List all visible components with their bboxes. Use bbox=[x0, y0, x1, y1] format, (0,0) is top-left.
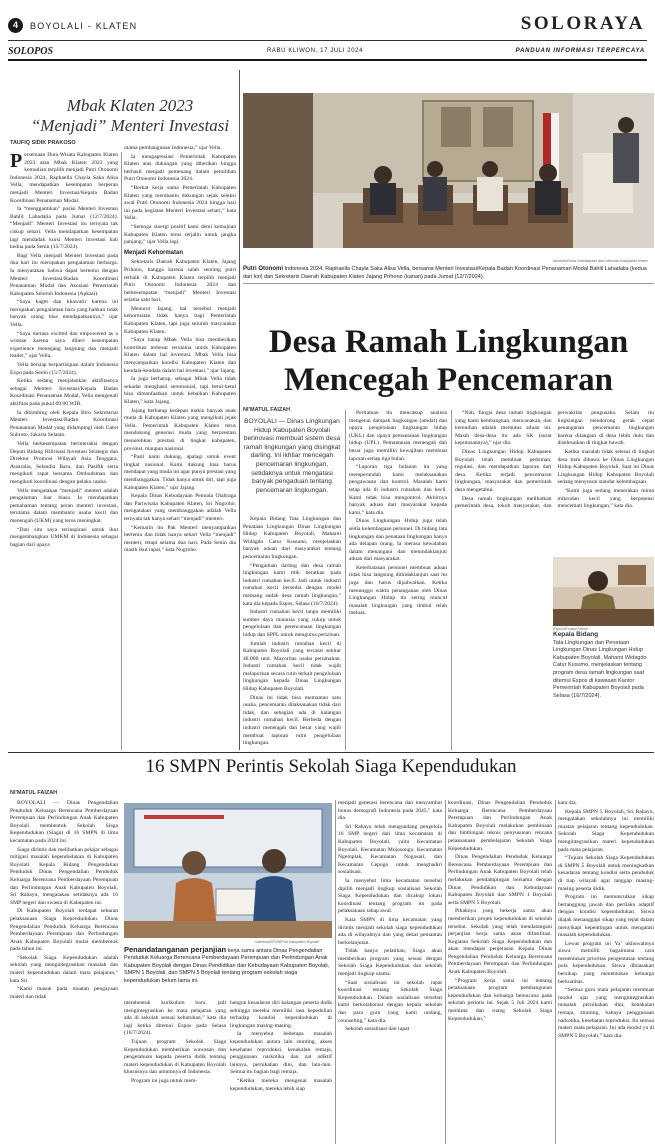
photo3-caption bbox=[124, 946, 332, 985]
paragraph: Kepala Dinas Kebudayaan Pemuda Olahraga dan Pariwisata Kabupaten Klaten, Sri Nugroho, mengatakan yang membanggakan adalah Vella ternyata tak hanya sehari “menjadi” menteri. bbox=[124, 493, 236, 522]
photo1-caption-text: Indonesia 2024, Raphaella Chayla Saka Alisa Vella, bersama Menteri Investasi/Kepala Badan Koordinasi Penanaman Modal Bahlil Lahadalia (kedua dari kiri) dan Sekretaris Daerah Kabupaten Klaten Jajang Prihono (kanan) pada Jumat (12/7/2024). bbox=[243, 266, 647, 280]
photo3-caption-text: kerja sama antara Dinas Pengendalian Penduduk Keluarga Berencana Pemberdayaan Perempuan dan Perlindungan Anak Kabupaten Boyolali dengan Dinas Pendidikan dan Kebudayaan Kabupaten Boyolali, SMPN 1 Boyolali, dan SMPN 5 Boyolali tentang program sekolah siaga kependudukan belum lama ini. bbox=[124, 948, 330, 984]
paragraph: Di Kabupaten Boyolali terdapat sebaran pelaksanaan Siaga Kependudukan. Dinas Pengendalian Penduduk Keluarga Berencana Pemberdayaan Perempuan dan Perlindungan Anak Kabupaten Boyolali mulai membentuk pada tahun ini. bbox=[10, 908, 118, 953]
article3-column-3 bbox=[230, 1000, 332, 1144]
section-divider bbox=[239, 70, 240, 750]
paragraph: “Saya merasa excited dan empowered as a woman karena saya diberi kesempatan experience menegang langsung dan menjadi leader,” ujar Vella. bbox=[10, 330, 118, 360]
article3-col5-body bbox=[448, 800, 552, 1023]
article2-col3-body bbox=[455, 410, 654, 511]
article3-column-2 bbox=[124, 1000, 226, 1144]
photo2-caption bbox=[553, 631, 654, 700]
paragraph: “Pasti kami dukung, apalagi untuk event tingkat nasional. Kami dukung bisa harus mendapat yang muda ini agar punya prestasi yang membanggakan. Tidak hanya untuk diri, tapi juga Kabupaten Klaten,” ujar Jajang. bbox=[124, 454, 236, 491]
paragraph: “Program kerja sama ini tentang pelaksanaan program pembangunan kependudukan dan keluarga berencana pada sekolah perintis ini. Sejak 5 Juli 2024 kami meminta dan ruang Sekolah Siaga Kependudukan,” bbox=[448, 977, 552, 1022]
region-label: BOYOLALI - KLATEN bbox=[30, 21, 138, 31]
paragraph: Program ini juga untuk mem- bbox=[131, 1077, 198, 1084]
paragraph: Vella berkesempatan berinteraksi dengan Deputi Bidang Hilirisasi Investasi Strategis dan Direktur Promosi Wilayah Asia Tenggara, Australia, Selandia Baru, dan Pasifik serta mengikuti rapat bersama Ombudsman dan mengikuti koordinasi dengan pelaku usaha. bbox=[10, 440, 118, 485]
article1-col1-body bbox=[10, 152, 118, 549]
photo2-caption-title: Kepala Bidang bbox=[553, 631, 599, 638]
article2-lead: BOYOLALI — Dinas Lingkungan Hidup Kabupaten Boyolali berinovasi membuat sistem desa ramah lingkungan yang disingkat darling. Ini ikhtiar mencegah pencemaran lingkungan, setidaknya untuk mengatasi banyak pengaduan tentang pencemaran lingkungan. bbox=[243, 418, 341, 494]
article3-col6-body bbox=[558, 800, 654, 1040]
column-divider bbox=[445, 800, 446, 1144]
article1-subhead: Menjadi Kehormatan bbox=[124, 249, 184, 256]
paragraph: Jumlah industri rumahan kecil di Kabupaten Boyolali yang tercatat sekitar 48.000 unit. Mayoritas usaha perumahan. Industri rumahan kecil tidak wajib melaporkan secara rutin terkait pengelolaan lingkungan kepada Dinas Lingkungan Hidup Kabupaten Boyolali. bbox=[243, 640, 341, 693]
photo-signing bbox=[124, 803, 332, 938]
paragraph: Sri Rahayu telah mengundang pengelola 16 SMP negeri dari lima kecamatan di Kabupaten Boyolali, yaitu Kecamatan Boyolali, Kecamatan Mojosongo, Kecamatan Ngemplak, Kecamatan Nogosari, dan Kecamatan Cepogo untuk menghadiri sosialisasi. bbox=[338, 823, 442, 876]
paragraph: ersemaan Duta Wisata Kabupaten Klaten 2023 atau Mbak Klaten 2023 yang kemudian terpilih menjadi Putri Otonomi Indonesia 2024, Raphaella Chayla Saka Alisa Vella, mendapatkan kesempatan berperan menjadi Menteri Investasi/Kepala Badan Koordinasi Penanaman Modal. bbox=[10, 152, 118, 204]
paragraph: Kepala SMPN 5 Boyolali, Sri Rahayu, mengatakan sekolahnya ini memiliki muatan pelajaran tentang kependudukan. Sekolah Siaga Kependudukan mengintegrasikan materi kependudukan pada mata pelajaran. bbox=[558, 808, 654, 853]
paragraph: Ketika sedang menjalankan aktifitasnya sebagai Menteri Investasi/Kepala Badan Koordinasi Penanaman Modal, Vella mengenali aktifitas pada pukul 09.00 WIB. bbox=[10, 378, 118, 407]
paragraph: “Berkat kerja sama Pemerintah Kabupaten Klaten yang membantu dukungan sejak seleksi awal Putri Otonomi Indonesia 2024 hingga hari ini pada kegiatan Menteri Investasi sehari,” kata Vella. bbox=[124, 184, 236, 222]
rubric-title: SOLORAYA bbox=[520, 13, 645, 34]
paragraph: Dinas Lingkungan Hidup juga telah sedia kelembagaan personel. Di bidang tata lingkungan dan penataan lingkungan hanya ada delapan orang. Ia merasa kewalahan dalam menangani dan menindaklanjuti aduan dari masyarakat. bbox=[349, 518, 447, 563]
paragraph: Lewat program ini Ya’ ukhuwahnya siswa memilih bagaimana cara menentukan prioritas pengentasan tentang pola kependudukan. Siswa dibiasakan bersikap yang menentukan keluarga berkualitas. bbox=[558, 940, 654, 985]
column-divider bbox=[335, 800, 336, 1144]
paragraph: “Kemarin itu Pak Menteri menyampaikan bertemu dan tidak hanya sehari Vella “menjadi” menteri, tetapi selama dua hari. Pada Senin dia masih ikut rapat,” kata Nugroho. bbox=[124, 524, 236, 554]
photo1-caption bbox=[243, 257, 648, 281]
paragraph: “Saya kaget dan khawatir karena ini merupakan pengalaman baru yang bahkan tidak banyak orang bisa mendapatkannya,” ujar Vella. bbox=[10, 299, 118, 329]
paragraph: “Ketika mereka mengenal masalah kependudukan, mereka lebih siap bbox=[230, 1077, 332, 1092]
solopos-logo: SOLOPOS bbox=[8, 46, 54, 57]
article1-byline: TAUFIQ SIDIK PRAKOSO bbox=[10, 140, 76, 146]
dropcap: P bbox=[10, 152, 23, 172]
photo2-caption-text: Tata Lingkungan dan Penataan Lingkungan Dinas Lingkungan Hidup Kabupaten Boyolali, Maharni Widagdo Catur Kusumo, menjelaskan tentang program desa ramah lingkungan saat ditemui Espos di kawasan Kantor Pemerintah Kabupaten Boyolali pada Selasa (16/7/2024). bbox=[553, 639, 647, 699]
article1-column-1 bbox=[10, 152, 118, 750]
tagline: PANDUAN INFORMASI TERPERCAYA bbox=[515, 48, 645, 54]
article2-headline-line1: Desa Ramah Lingkungan bbox=[268, 324, 629, 360]
article3-column-5 bbox=[448, 800, 552, 1144]
paragraph: Program ini memunculkan sikap bertanggung jawab dan perilaku adaptif dengan kondisi kependudukan. Siswa diajak menanggapi sikap yang tepat dalam menyikapi kepentingan untuk mengatasi masalah kependudukan. bbox=[558, 894, 654, 939]
paragraph: Dinas ini tidak bisa memantau satu usaha, pencemaran dilaksanakan tidak dari tidak, dan sebagian ada di kalangan industri rumahan kecil. Berbeda dengan industri menengah dan besar yang wajib membuat laporan rutin pengelolaan lingkungan. bbox=[243, 694, 341, 747]
paragraph: Pihaknya yang bekerja sama akan memberikan projek kependudukan di sekolah tersebut. Sekolah yang telah mendatangani perjanjian kerja sama akan difasilitasi. Kegiatan Sekolah Siaga Kependudukan dan akan mendapat penjelasan Kepala Dinas Pengendalian Penduduk Keluarga Berencana Pemberdayaan Perempuan dan Perlindungan Anak Kabupaten Boyolali. bbox=[448, 908, 552, 976]
paragraph: Bagi Vella menjadi Menteri Investasi pada dua hari itu merupakan pengalaman berharga. Ia menyatakan bahwa dapat bertemu dengan Menteri Investasi/Badan Koordinasi Penanaman Modal dan Asosiasi Pemerintah Kabupaten Seluruh Indonesia (Apkasi). bbox=[10, 252, 118, 297]
article1-title-line2: “Menjadi” Menteri Investasi bbox=[30, 116, 230, 135]
paragraph: Jajang berharap kedepan makin banyak anak muda di Kabupaten Klaten yang mengikuti jejak Vella. Pemerintah Kabupaten Klaten terus mendukung generasi muda yang berprestasi menorehkan prestasi di tingkat kabupaten, provinsi, maupun nasional. bbox=[124, 407, 236, 452]
article3-col4-body bbox=[338, 800, 442, 1034]
paragraph: “Dari situ saya terinspirasi untuk ikut mengembangkan UMKM di Indonesia sebagai bagian dari upaya bbox=[10, 526, 118, 548]
paragraph: Ia mengapresiasi Pemerintah Kabupaten Klaten atas dukungan yang diberikan hingga berhasil menjadi pemenang dalam pemilihan Putri Otonomi Indonesia 2024. bbox=[124, 153, 236, 183]
article3-column-1 bbox=[10, 800, 118, 1144]
photo-official-image bbox=[553, 557, 654, 626]
dateline: RABU KLIWON, 17 JULI 2024 bbox=[267, 48, 364, 54]
article2-column-1 bbox=[243, 516, 341, 751]
photo-meeting-room bbox=[243, 93, 654, 248]
column-divider bbox=[345, 410, 346, 750]
photo-signing-image bbox=[124, 803, 332, 938]
paragraph: Ia menyebut beberapa masalah kependudukan antara lain stunting, akses kesehatan reproduksi, kenakalan remaja, penggunaan narkotika dan zat adiktif lainnya, pernikahan dini, dan lain-lain. Semua itu bagian bagi remaja. bbox=[230, 1031, 332, 1076]
photo-meeting-room-image bbox=[243, 93, 654, 248]
article1-col2b-body bbox=[124, 259, 236, 555]
paragraph: Kata SMPN di lima kecamatan yang dirintis menjadi sekolah siaga kependudukan ada di wilayahnya dan yang dekat pemantau berkelanjutan. bbox=[338, 916, 442, 946]
paragraph: BOYOLALI — Dinas Pengendalian Penduduk Keluarga Berencana Pemberdayaan Perempuan dan Perlindungan Anak Kabupaten Boyolali membentuk Sekolah Siaga Kependudukan (Siaga) di 16 SMPN di lima kecamatan pada 2024 ini. bbox=[10, 800, 118, 844]
paragraph: Tidak hanya pelatihan, Siaga akan memberikan program yang sesuai dengan Sekolah Siaga Kependudukan dan sekolah menjadi lingkup utama. bbox=[338, 948, 442, 978]
photo1-credit: Istimewa/Dinas Kebudayaan dan Informasi Kabupaten Klaten bbox=[552, 259, 648, 263]
paragraph: Vella mengatakan “menjadi” menteri adalah pengalaman luar biasa. Ia mendapatkan pemahaman tentang peran menteri investasi, terutama dalam membantu usaha kecil dan menengah (UKM) yang terus meningkat. bbox=[10, 487, 118, 524]
article2-column-2 bbox=[349, 410, 447, 750]
paragraph: Ia dibimbing oleh Kepala Biro Sekretariat Menteri Investasi/Badan Koordinasi Penanaman Modal yang didampingi oleh Gatot Subroto, Jakarta Selatan. bbox=[10, 409, 118, 439]
paragraph: menjadi generasi berencana dan menyambut bonus demografi Indonesia pada 2045,” kata dia. bbox=[338, 800, 442, 822]
paragraph: Sekolah sosialisasi dan rapat bbox=[345, 1026, 410, 1033]
article2-col1-body bbox=[243, 516, 341, 748]
article3-col3-body bbox=[230, 1000, 332, 1093]
photo3-credit: Istimewa/DP2KBP3A Kabupaten Boyolali bbox=[255, 940, 319, 944]
paragraph: “Kami masuk pada muatan pengayaan materi dan tidak bbox=[10, 986, 118, 1000]
paragraph: “Kami juga sedang menerakan minta mikrodan kecil yang berpotensi mencemari lingkungan,” kata dia. bbox=[557, 487, 654, 510]
paragraph: Vella bersiap berpartisipasi dalam Indonesia Expo pada Senin (15/7/2024). bbox=[10, 362, 118, 376]
paragraph: Ia “menggantikan” posisi Menteri Investasi Bahlil Lahadalia pada Jumat (12/7/2024). “Menjadi” Menteri Investasi itu ternyata tak cukup sehari. Vella mendapatkan kesempatan lagi mendadak kursi Menteri Investasi kali kedua pada Senin (15/7/2024). bbox=[10, 206, 118, 251]
article2-column-3 bbox=[455, 410, 654, 560]
paragraph: koordinasi, Dinas Pengendalian Penduduk Keluarga Berencana Pemberdayaan Perempuan dan Perlindungan Anak Kabupaten Boyolali melakukan pembinaan dan bimbingan teknis penyusunan rencana pelaksanaan pembelajaran Sekolah Siaga Kependudukan. bbox=[448, 800, 552, 852]
article3-headline: 16 SMPN Perintis Sekolah Siaga Kependudukan bbox=[145, 756, 517, 777]
paragraph: Ia juga berharap, sebagai Mbak Vella tidak sekadar menghasil seremonial, tapi betul-betul bisa dimanfaatkan untuk kebaikan Kabupaten Klaten,” kata Jajang. bbox=[124, 376, 236, 405]
paragraph: Menurut Jajang, hal tersebut menjadi kehormatan tidak hanya bagi Pemerintah Kabupaten Klaten, tapi juga seluruh masyarakat Kabupaten Klaten. bbox=[124, 305, 236, 335]
paragraph: kata dia. bbox=[558, 800, 577, 806]
paragraph: membentuk kurikulum baru, jadi mengintegrasikan ke mata pelajaran yang ada di sekolah sesuai kebutuhan,” kata dia lagi ketika ditemui Espos pada Selasa (16/7/2024). bbox=[124, 1000, 226, 1037]
paragraph: Sekretaris Daerah Kabupaten Klaten, Jajang Prihono, bangga karena salah seorang putri terbaik di Kabupaten Klaten terpilih menjadi Putri Otonomi Indonesia 2024 dan berkesempatan “menjadi” Menteri Investasi selama satu hari. bbox=[124, 259, 236, 304]
paragraph: “Saat sosialisasi ini sekolah rapat koordinasi tentang Sekolah Siaga Kependudukan. Dalam sosialisasi tersebut kami berkolaborasi dengan kepala sekolah dan para guru yang kami undang, counseling,” kata dia. bbox=[338, 979, 442, 1024]
article3-byline: NI’MATUL FAIZAH bbox=[10, 790, 58, 796]
paragraph: Ketika masalah tidak selesai di tingkat desa baru dibawa ke Dinas Lingkungan Hidup Kabupaten Boyolali. Saat ini Dinas Lingkungan Hidup Kabupaten Boyolali sedang menyusun standar kelembagaan. bbox=[557, 448, 654, 486]
article1-column-2 bbox=[124, 145, 236, 750]
photo1-caption-label: Putri Otonomi bbox=[243, 266, 283, 272]
article2-headline bbox=[243, 323, 654, 399]
page-number: 4 bbox=[8, 18, 23, 33]
paragraph: “Tujuan Sekolah Siaga Kependudukan di SMPN 5 Boyolali untuk meningkatkan kesadaran tentang kondisi serta penduduk di tiap wilayah agar tanggap masing-masing peserta didik. bbox=[558, 855, 654, 892]
article3-column-6 bbox=[558, 800, 654, 1144]
paragraph: Kepala Bidang Tata Lingkungan dan Penataan Lingkungan Dinas Lingkungan Hidup Kabupaten Boyolali, Maharni Widagdo Catur Kusumo, menjelaskan banyak aduan dari masyarakat tentang pencemaran lingkungan. bbox=[243, 516, 341, 560]
photo3-caption-label: Penandatanganan perjanjian bbox=[124, 945, 227, 954]
article1-title-line1: Mbak Klaten 2023 bbox=[66, 96, 194, 115]
paragraph: Tujuan program Sekolah Siaga Kependudukan memberikan wawasan dan pengetahuan kepada peserta didik tentang materi kependudukan di Kabupaten Boyolali khususnya dan umumnya di Indonesia. bbox=[124, 1038, 226, 1076]
article1-col2-body bbox=[124, 145, 236, 247]
article3-col1-body bbox=[10, 800, 118, 1001]
column-divider bbox=[121, 152, 122, 750]
column-divider bbox=[451, 410, 452, 750]
paragraph: “Semua guru mata pelajaran membuat modul ajar yang mengintegrasikan masalah pernikahan dini, kenakalan remaja, stunting, bahaya penggunaan narkotika, kesehatan reproduksi. Itu semua materi mata pelajaran. Ini ada modul ya di SMPN 5 Boyolali,” kata dia. bbox=[558, 987, 654, 1039]
divider bbox=[243, 283, 654, 284]
paragraph: Ia menyebut lima kecamatan tersebut dipilih menjadi lingkup sosialisasi Sekolah Siaga Kependudukan dan dicakup lokasi koordinasi tentang program itu pada pelaksanaan tahap awal. bbox=[338, 877, 442, 915]
column-divider bbox=[555, 800, 556, 1144]
paragraph: Siaga dirintis dan melibatkan pelajar sebagai mitigasi masalah kependudukan di Kabupaten Boyolali. Kepala Bidang Pengendalian Penduduk Dinas Pengendalian Penduduk Keluarga Berencana Pemberdayaan Perempuan dan Perlindungan Anak Kabupaten Boyolali, Sri Rahayu, mengatakan setidaknya ada 16 SMP negeri dan swasta di Kabupaten ini. bbox=[10, 846, 118, 906]
article2-headline-line2: Mencegah Pencemaran bbox=[284, 362, 613, 398]
photo-official bbox=[553, 557, 654, 626]
section-rule bbox=[8, 752, 654, 753]
article2-byline: NI’MATUL FAIZAH bbox=[243, 407, 291, 413]
article3-col2-body bbox=[124, 1000, 226, 1086]
paragraph: “Laporan tiga bulanan itu yang memperundah kami melaksanakan pengawasan dan kontrol. Masalah kami tetap ada di industri rumahan dan kecil. Kami tidak bisa mengontrol. Akhirnya banyak aduan dari masyarakat kepada kami,” kata dia. bbox=[349, 464, 447, 516]
article3-column-4 bbox=[338, 800, 442, 1144]
paragraph: Dinas Pengendalian Penduduk Keluarga Berencana Pemberdayaan Perempuan dan Perlindungan Anak Kabupaten Boyolali telah melakukan pendampingan bersama dengan Dinas Pendidikan dan Kebudayaan Kabupaten Boyolali dan SMPN 1 Boyolali serta SMPN 5 Boyolali. bbox=[448, 854, 552, 906]
paragraph: Desa ramah lingkungan melibatkan pemerintah desa, tokoh masyarakat, dan perwakilan pengusaha. Selain itu lingkungan mendorong gerak cepat penanganan pencemaran lingkungan karena ditangani di desa lebih dulu dan diselesaikan di tingkat bawah. bbox=[455, 410, 654, 510]
header-rule-top bbox=[8, 40, 647, 41]
paragraph: “Semoga sinergi positif kami demi kemajuan Kabupaten Klaten terus terjalin untuk jangka panjang,” ujar Vella lagi. bbox=[124, 223, 236, 246]
paragraph: “Pengaduan darling dan desa ramah lingkungan kami titik beratkan pada industri rumahan kecil. Jadi untuk industri rumahan kecil bersedia dengan model memang sudah desa ramah lingkungan,” kata dia kepada Espos, Selasa (16/7/2024). bbox=[243, 562, 341, 607]
paragraph: Industri rumahan kecil tanpa memiliki sumber daya manusia yang cukup untuk pengelolaan dan perencanaan lingkungan hidup dan SPPL untuk mengurus perizinan. bbox=[243, 609, 341, 638]
article1-title bbox=[30, 96, 230, 136]
paragraph: “Nah, fungsi desa ramah lingkungan yang kami kembangkan, mencanakan, dan kemudian adalah memutus aduan ini. Masih desa-desa itu ada SK (surat keputusannya),” ujar dia. bbox=[455, 410, 552, 447]
photo2-credit: Espos/Ni’matul Faizah bbox=[553, 627, 588, 631]
paragraph: bangun kesadaran diri kalangan peserta didik sehingga mereka memiliki rasa kepedulian terhadap kondisi kependudukan di lingkungan masing-masing. bbox=[230, 1000, 332, 1029]
header-rule-bottom bbox=[8, 59, 647, 61]
article2-col2-body bbox=[349, 410, 447, 618]
paragraph: Dinas Lingkungan Hidup Kabupaten Boyolali telah membuat pedoman, regulasi, dan mendapatkan laporan dari desa. Ketika terjadi pencemaran lingkungan, masyarakat dan pemerintah desa mengetahui. bbox=[455, 448, 552, 493]
paragraph: Pertiaman itu mencakup analisis mengenai dampak lingkungan (amdal) dan upaya pengelolaan lingkungan hidup (UKL) dan upaya pemantauan lingkungan hidup (UPL). Pemantauan menengah dan besar juga memiliki kewajiban membuat laporan setiap tiga bulan. bbox=[349, 410, 447, 462]
paragraph: “Sekolah Siaga Kependudukan adalah sekolah yang mengintegrasikan masalah dan materi kependudukan dalam mata pelajaran,” kata Sri. bbox=[10, 954, 118, 984]
paragraph: Keterbatasan personel membuat aduan tidak bisa langsung ditindaklanjuti saat itu juga dan harus dijadwalkan. Ketika menunggu waktu penanganan oleh Dinas Lingkungan Hidup itu sering muncul masalah lingkungan yang timbul telah meluas. bbox=[349, 564, 447, 617]
paragraph: utama pembangunan Indonesia,” ujar Vella. bbox=[124, 145, 222, 151]
paragraph: “Saya harap Mbak Vella bisa memberikan kontribusi terbesar terutama untuk Kabupaten Klaten dalam hal investasi. Mbak Vella bisa menyampaikan kondisi Kabupaten Klaten dan kendala-kendala dalam hal investasi,” ujar Jajang. bbox=[124, 337, 236, 374]
